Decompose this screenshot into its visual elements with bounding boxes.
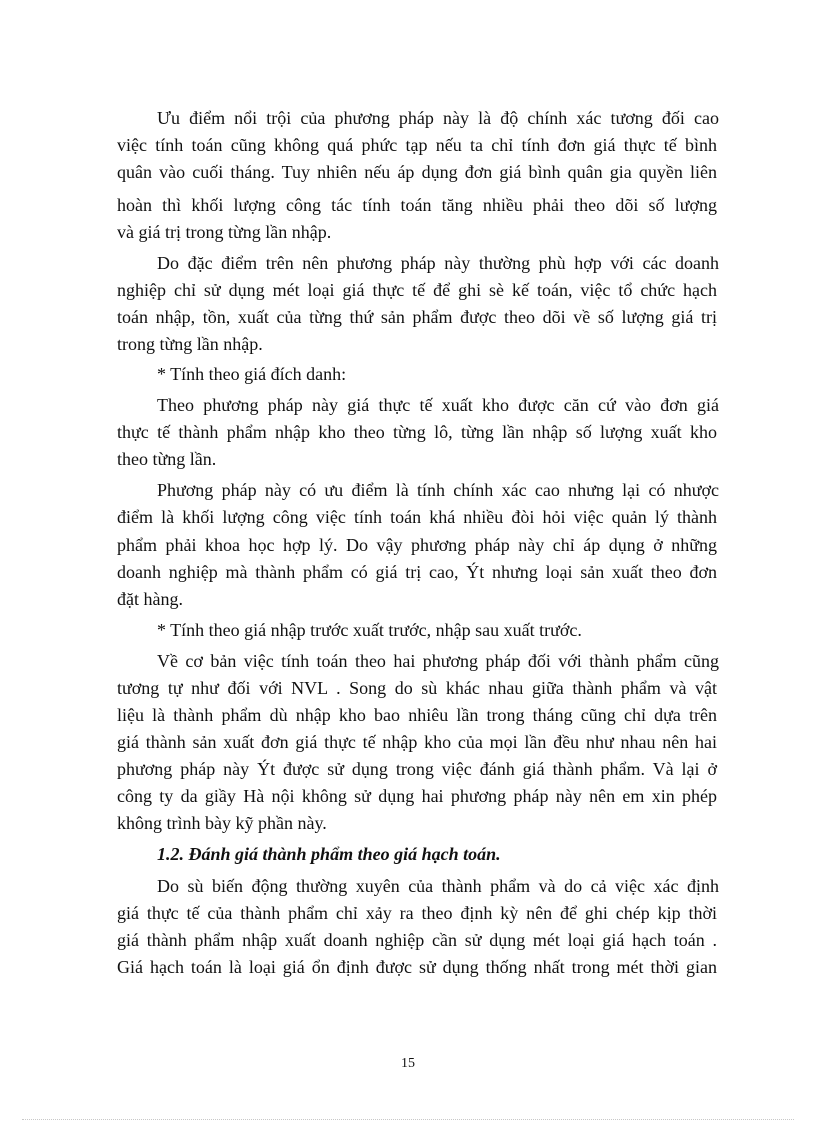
paragraph-line: doanh nghiệp mà thành phẩm có giá trị cao, Ýt nhưng loại sản xuất theo đơn (117, 562, 717, 582)
section-heading: 1.2. Đánh giá thành phẩm theo giá hạch toán. (157, 844, 501, 864)
paragraph-line: không trình bày kỹ phần này. (117, 813, 327, 833)
paragraph-line: Do sù biến động thường xuyên của thành phẩm và do cả việc xác định (157, 876, 719, 896)
paragraph-line: nghiệp chỉ sử dụng mét loại giá thực tế để ghi sè kế toán, việc tổ chức hạch (117, 280, 717, 300)
paragraph-line: phương pháp này Ýt được sử dụng trong việc đánh giá thành phẩm. Và lại ở (117, 759, 717, 779)
paragraph-line: đặt hàng. (117, 589, 183, 609)
paragraph-line: Theo phương pháp này giá thực tế xuất kho được căn cứ vào đơn giá (157, 395, 719, 415)
paragraph-line: Phương pháp này có ưu điểm là tính chính xác cao nhưng lại có nhược (157, 480, 719, 500)
paragraph-line: giá thành phẩm nhập xuất doanh nghiệp cần sử dụng mét loại giá hạch toán . (117, 930, 717, 950)
paragraph-line: hoàn thì khối lượng công tác tính toán tăng nhiều phải theo dõi số lượng (117, 195, 717, 215)
paragraph-line: Giá hạch toán là loại giá ổn định được sử dụng thống nhất trong mét thời gian (117, 957, 717, 977)
page-bottom-divider (22, 1119, 794, 1120)
subsection-label: * Tính theo giá nhập trước xuất trước, nhập sau xuất trước. (157, 620, 582, 640)
paragraph-line: trong từng lần nhập. (117, 334, 263, 354)
paragraph-line: toán nhập, tồn, xuất của từng thứ sản phẩm được theo dõi về số lượng giá trị (117, 307, 717, 327)
paragraph-line: theo từng lần. (117, 449, 217, 469)
paragraph-line: Do đặc điểm trên nên phương pháp này thường phù hợp với các doanh (157, 253, 719, 273)
paragraph-line: Về cơ bản việc tính toán theo hai phương pháp đối với thành phẩm cũng (157, 651, 719, 671)
paragraph-line: giá thực tế của thành phẩm chỉ xảy ra theo định kỳ nên để ghi chép kịp thời (117, 903, 717, 923)
paragraph-line: thực tế thành phẩm nhập kho theo từng lô, từng lần nhập số lượng xuất kho (117, 422, 717, 442)
page-number: 15 (401, 1056, 415, 1071)
paragraph-line: và giá trị trong từng lần nhập. (117, 222, 332, 242)
paragraph-line: điểm là khối lượng công việc tính toán khá nhiều đòi hỏi việc quản lý thành (117, 507, 717, 527)
paragraph-line: việc tính toán cũng không quá phức tạp nếu ta chỉ tính đơn giá thực tế bình (117, 135, 717, 155)
subsection-label: * Tính theo giá đích danh: (157, 364, 347, 384)
paragraph-line: liệu là thành phẩm dù nhập kho bao nhiêu lần trong tháng cũng chỉ dựa trên (117, 705, 717, 725)
paragraph-line: phẩm phải khoa học hợp lý. Do vậy phương pháp này chỉ áp dụng ở những (117, 535, 717, 555)
paragraph-line: tương tự như đối với NVL . Song do sù khác nhau giữa thành phẩm và vật (117, 678, 717, 698)
paragraph-line: Ưu điểm nổi trội của phương pháp này là độ chính xác tương đối cao (157, 108, 719, 128)
paragraph-line: giá thành sản xuất đơn giá thực tế nhập kho của mọi lần đều như nhau nên hai (117, 732, 717, 752)
paragraph-line: công ty da giầy Hà nội không sử dụng hai phương pháp này nên em xin phép (117, 786, 717, 806)
paragraph-line: quân vào cuối tháng. Tuy nhiên nếu áp dụng đơn giá bình quân gia quyền liên (117, 162, 717, 182)
